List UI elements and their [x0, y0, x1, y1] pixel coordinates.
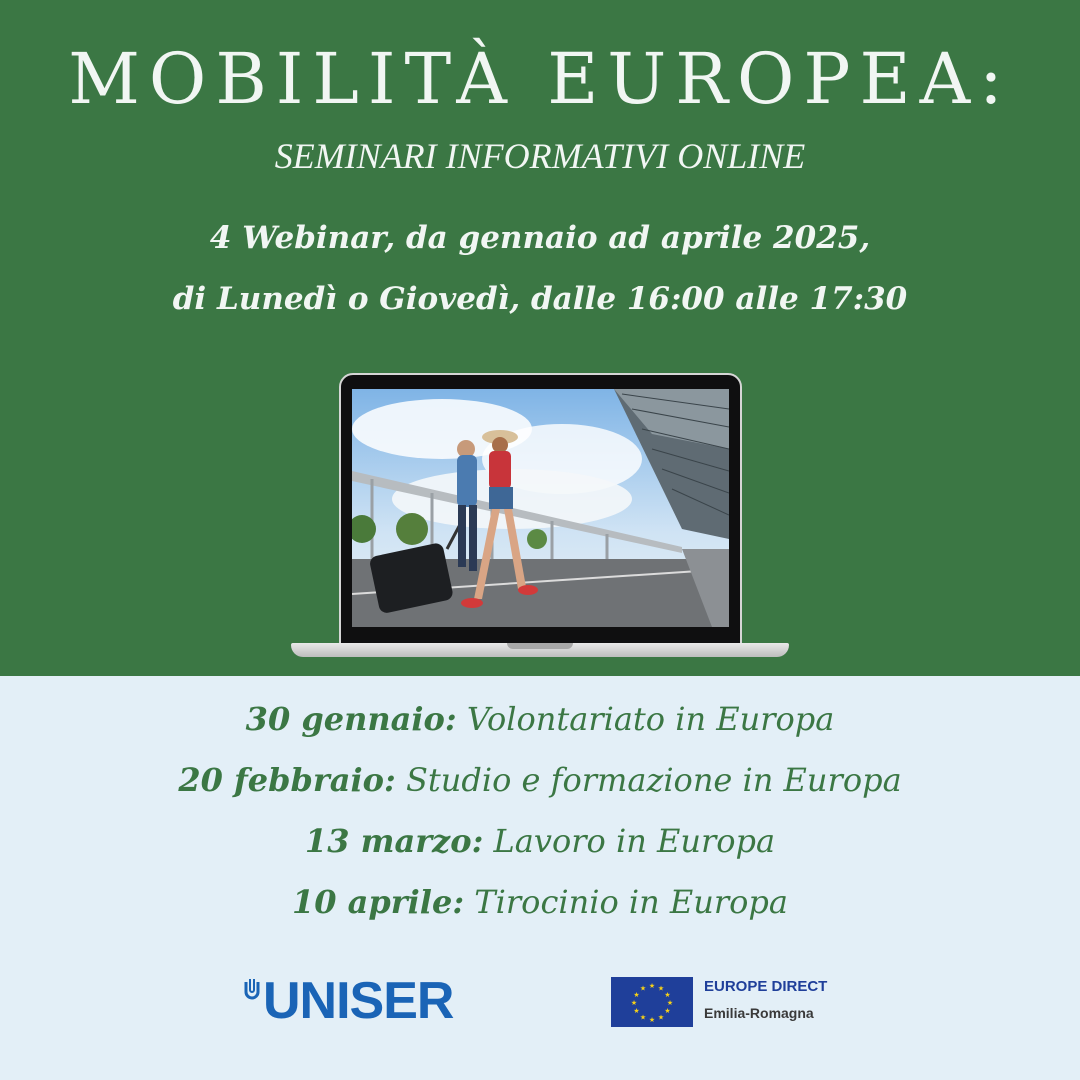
travel-photo [352, 389, 729, 627]
session-row [0, 822, 1080, 860]
uniser-logo [243, 972, 473, 1035]
session-date: 13 marzo: [304, 822, 484, 860]
webinar-period: 4 Webinar, da gennaio ad aprile 2025, [209, 220, 871, 256]
svg-text:★: ★ [639, 1013, 647, 1022]
eu-flag-icon [611, 977, 693, 1027]
session-topic: Lavoro in Europa [483, 822, 776, 860]
europe-direct-title: EUROPE DIRECT [704, 978, 828, 995]
svg-text:★: ★ [664, 1007, 671, 1015]
session-topic: Tirocinio in Europa [464, 883, 788, 921]
page-subtitle: SEMINARI INFORMATIVI ONLINE [274, 136, 806, 176]
laptop-notch [507, 643, 573, 649]
page-title: MOBILITÀ EUROPEA: [68, 38, 1012, 120]
session-row [0, 700, 1080, 738]
svg-text:★: ★ [666, 999, 674, 1007]
svg-text:★: ★ [630, 999, 638, 1007]
session-topic: Studio e formazione in Europa [395, 761, 902, 799]
svg-text:★: ★ [639, 984, 647, 993]
svg-text:★: ★ [648, 982, 656, 990]
svg-text:★: ★ [657, 984, 665, 993]
svg-text:★: ★ [633, 991, 640, 999]
svg-text:★: ★ [657, 1013, 665, 1022]
webinar-time: di Lunedì o Giovedì, dalle 16:00 alle 17:30 [172, 281, 908, 317]
europe-direct-region: Emilia-Romagna [704, 1005, 814, 1021]
uniser-logo-text: UNISER [263, 972, 454, 1030]
session-date: 30 gennaio: [245, 700, 457, 738]
session-row [0, 761, 1080, 799]
svg-text:★: ★ [648, 1016, 656, 1024]
session-date: 10 aprile: [292, 883, 465, 921]
uniser-mark-icon [243, 978, 261, 1004]
session-date: 20 febbraio: [178, 761, 396, 799]
svg-text:★: ★ [633, 1007, 640, 1015]
session-row [0, 883, 1080, 921]
svg-text:★: ★ [664, 991, 671, 999]
session-topic: Volontariato in Europa [456, 700, 835, 738]
